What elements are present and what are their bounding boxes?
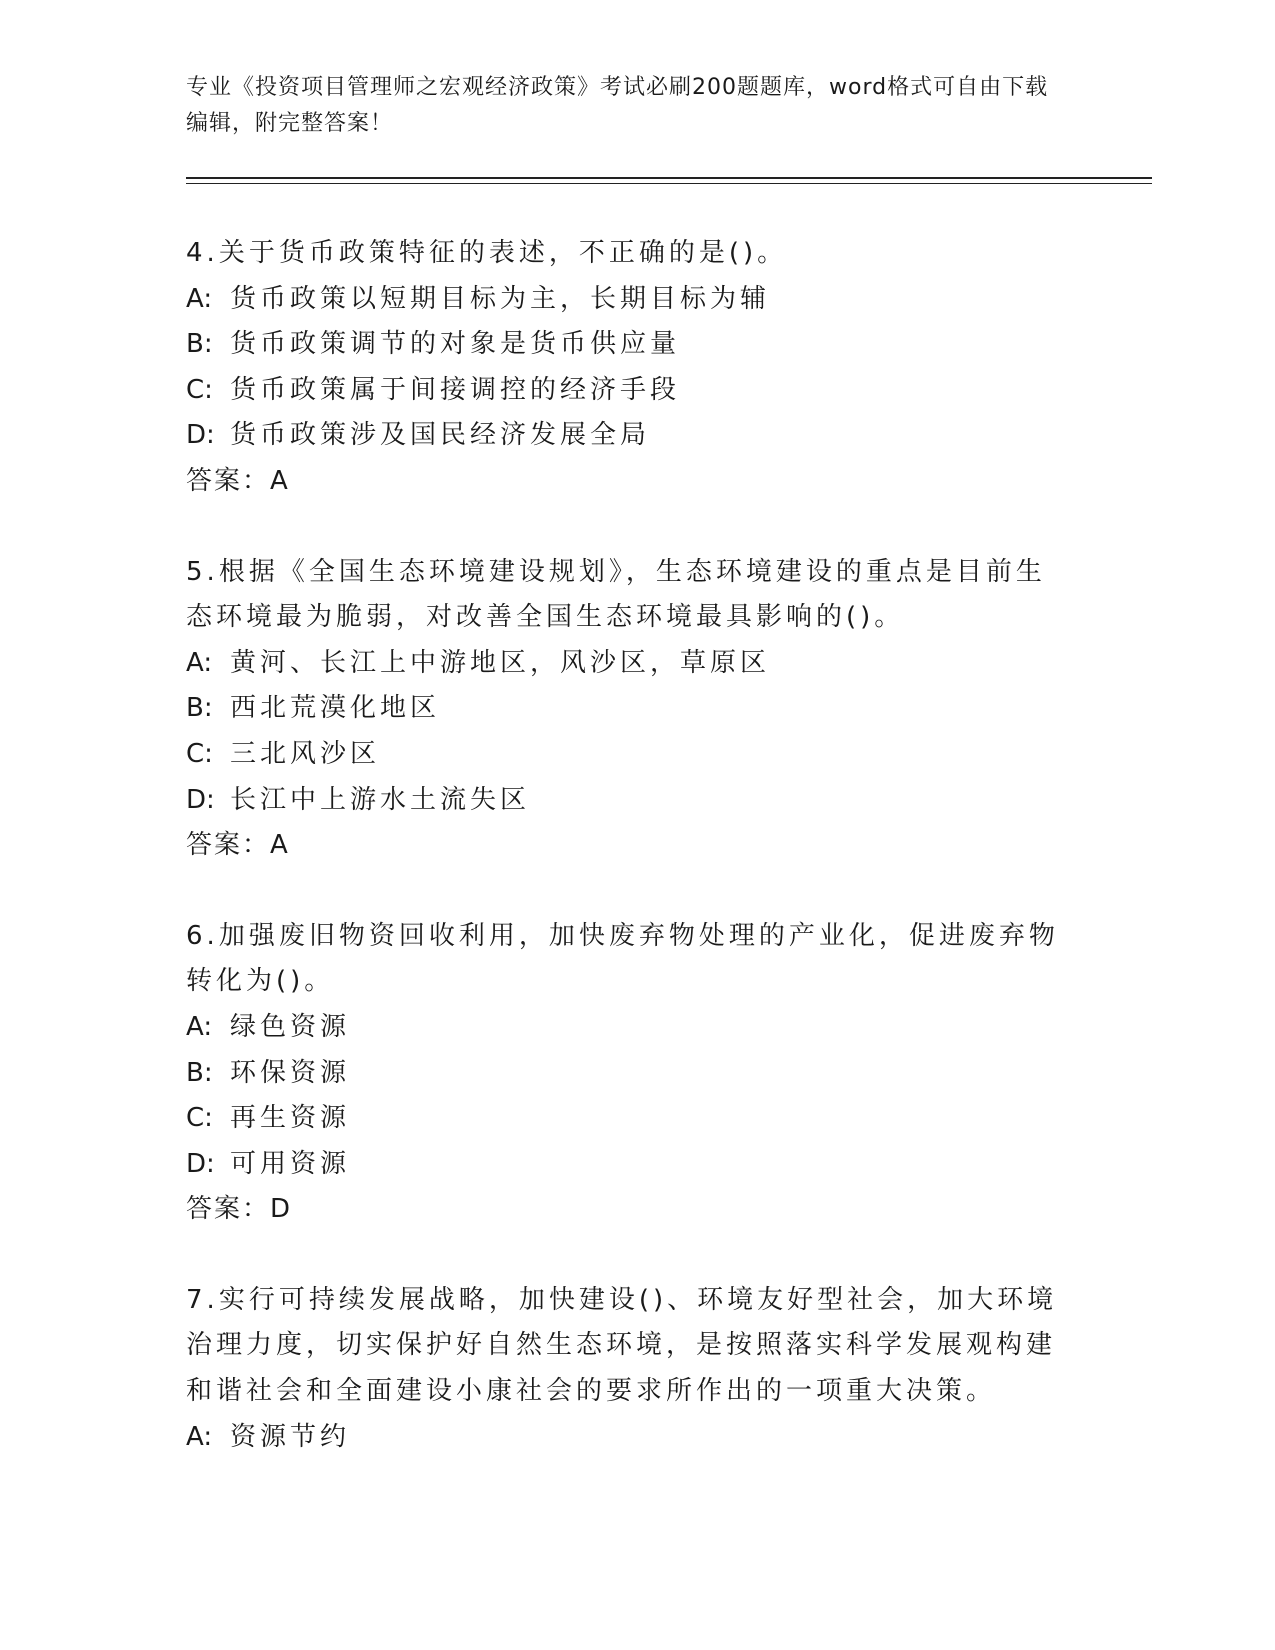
question-number: 4. bbox=[186, 238, 219, 268]
option-letter: C: bbox=[186, 374, 213, 405]
option-letter: C: bbox=[186, 1103, 213, 1134]
answer-value: A bbox=[270, 830, 289, 861]
option-a bbox=[186, 1415, 1066, 1461]
option-letter: A: bbox=[186, 283, 213, 314]
question-body: 关于货币政策特征的表述，不正确的是()。 bbox=[218, 238, 788, 268]
option-c bbox=[186, 368, 1066, 414]
question-text bbox=[186, 550, 1066, 641]
question-body: 根据《全国生态环境建设规划》，生态环境建设的重点是目前生态环境最为脆弱，对改善全国生态环境最具影响的()。 bbox=[186, 556, 1046, 633]
question-7 bbox=[186, 1278, 1066, 1460]
question-text bbox=[186, 1278, 1066, 1415]
option-c bbox=[186, 1096, 1066, 1142]
option-letter: A: bbox=[186, 1421, 213, 1452]
option-text: 黄河、长江上中游地区，风沙区，草原区 bbox=[230, 647, 771, 678]
question-number: 7. bbox=[186, 1284, 219, 1315]
header-rule-thin bbox=[186, 183, 1152, 184]
question-text bbox=[186, 231, 1066, 277]
option-a bbox=[186, 277, 1066, 323]
answer-line bbox=[186, 459, 1066, 505]
answer-label: 答案： bbox=[186, 465, 271, 496]
document-header bbox=[186, 70, 1066, 142]
option-text: 西北荒漠化地区 bbox=[230, 693, 441, 724]
option-c bbox=[186, 732, 1066, 778]
option-b bbox=[186, 686, 1066, 732]
question-body: 实行可持续发展战略，加快建设()、环境友好型社会，加大环境治理力度，切实保护好自然生态环境，是按照落实科学发展观构建和谐社会和全面建设小康社会的要求所作出的一项重大决策。 bbox=[186, 1284, 1058, 1407]
answer-label: 答案： bbox=[186, 1194, 271, 1225]
option-d bbox=[186, 1142, 1066, 1188]
option-letter: D: bbox=[186, 784, 215, 815]
option-letter: D: bbox=[186, 1148, 215, 1179]
header-description: 专业《投资项目管理师之宏观经济政策》考试必刷200题题库，word格式可自由下载编辑，附完整答案！ bbox=[186, 75, 1049, 136]
option-text: 可用资源 bbox=[230, 1148, 351, 1179]
option-d bbox=[186, 778, 1066, 824]
option-letter: B: bbox=[186, 693, 213, 724]
option-letter: B: bbox=[186, 329, 213, 360]
option-text: 长江中上游水土流失区 bbox=[230, 784, 531, 815]
option-b bbox=[186, 322, 1066, 368]
answer-label: 答案： bbox=[186, 830, 271, 861]
question-number: 5. bbox=[186, 556, 219, 587]
option-letter: C: bbox=[186, 738, 213, 769]
question-body: 加强废旧物资回收利用，加快废弃物处理的产业化，促进废弃物转化为()。 bbox=[186, 920, 1059, 997]
answer-line bbox=[186, 823, 1066, 869]
question-5 bbox=[186, 550, 1066, 869]
option-letter: D: bbox=[186, 420, 215, 451]
option-text: 绿色资源 bbox=[230, 1011, 351, 1042]
answer-value: A bbox=[270, 465, 289, 496]
question-text bbox=[186, 914, 1066, 1005]
option-text: 货币政策调节的对象是货币供应量 bbox=[230, 329, 681, 360]
option-text: 资源节约 bbox=[230, 1421, 351, 1452]
option-letter: A: bbox=[186, 1011, 213, 1042]
answer-line bbox=[186, 1187, 1066, 1233]
option-d bbox=[186, 413, 1066, 459]
question-4 bbox=[186, 231, 1066, 505]
option-text: 货币政策属于间接调控的经济手段 bbox=[230, 374, 681, 405]
option-text: 三北风沙区 bbox=[230, 738, 381, 769]
option-text: 货币政策涉及国民经济发展全局 bbox=[230, 420, 651, 451]
option-letter: B: bbox=[186, 1057, 213, 1088]
option-a bbox=[186, 641, 1066, 687]
header-rule-thick bbox=[186, 177, 1152, 179]
option-letter: A: bbox=[186, 647, 213, 678]
question-number: 6. bbox=[186, 920, 219, 951]
option-a bbox=[186, 1005, 1066, 1051]
answer-value: D bbox=[270, 1194, 292, 1225]
option-text: 货币政策以短期目标为主，长期目标为辅 bbox=[230, 283, 771, 314]
question-6 bbox=[186, 914, 1066, 1233]
question-list bbox=[186, 231, 1066, 1460]
option-text: 环保资源 bbox=[230, 1057, 351, 1088]
option-b bbox=[186, 1051, 1066, 1097]
option-text: 再生资源 bbox=[230, 1103, 351, 1134]
